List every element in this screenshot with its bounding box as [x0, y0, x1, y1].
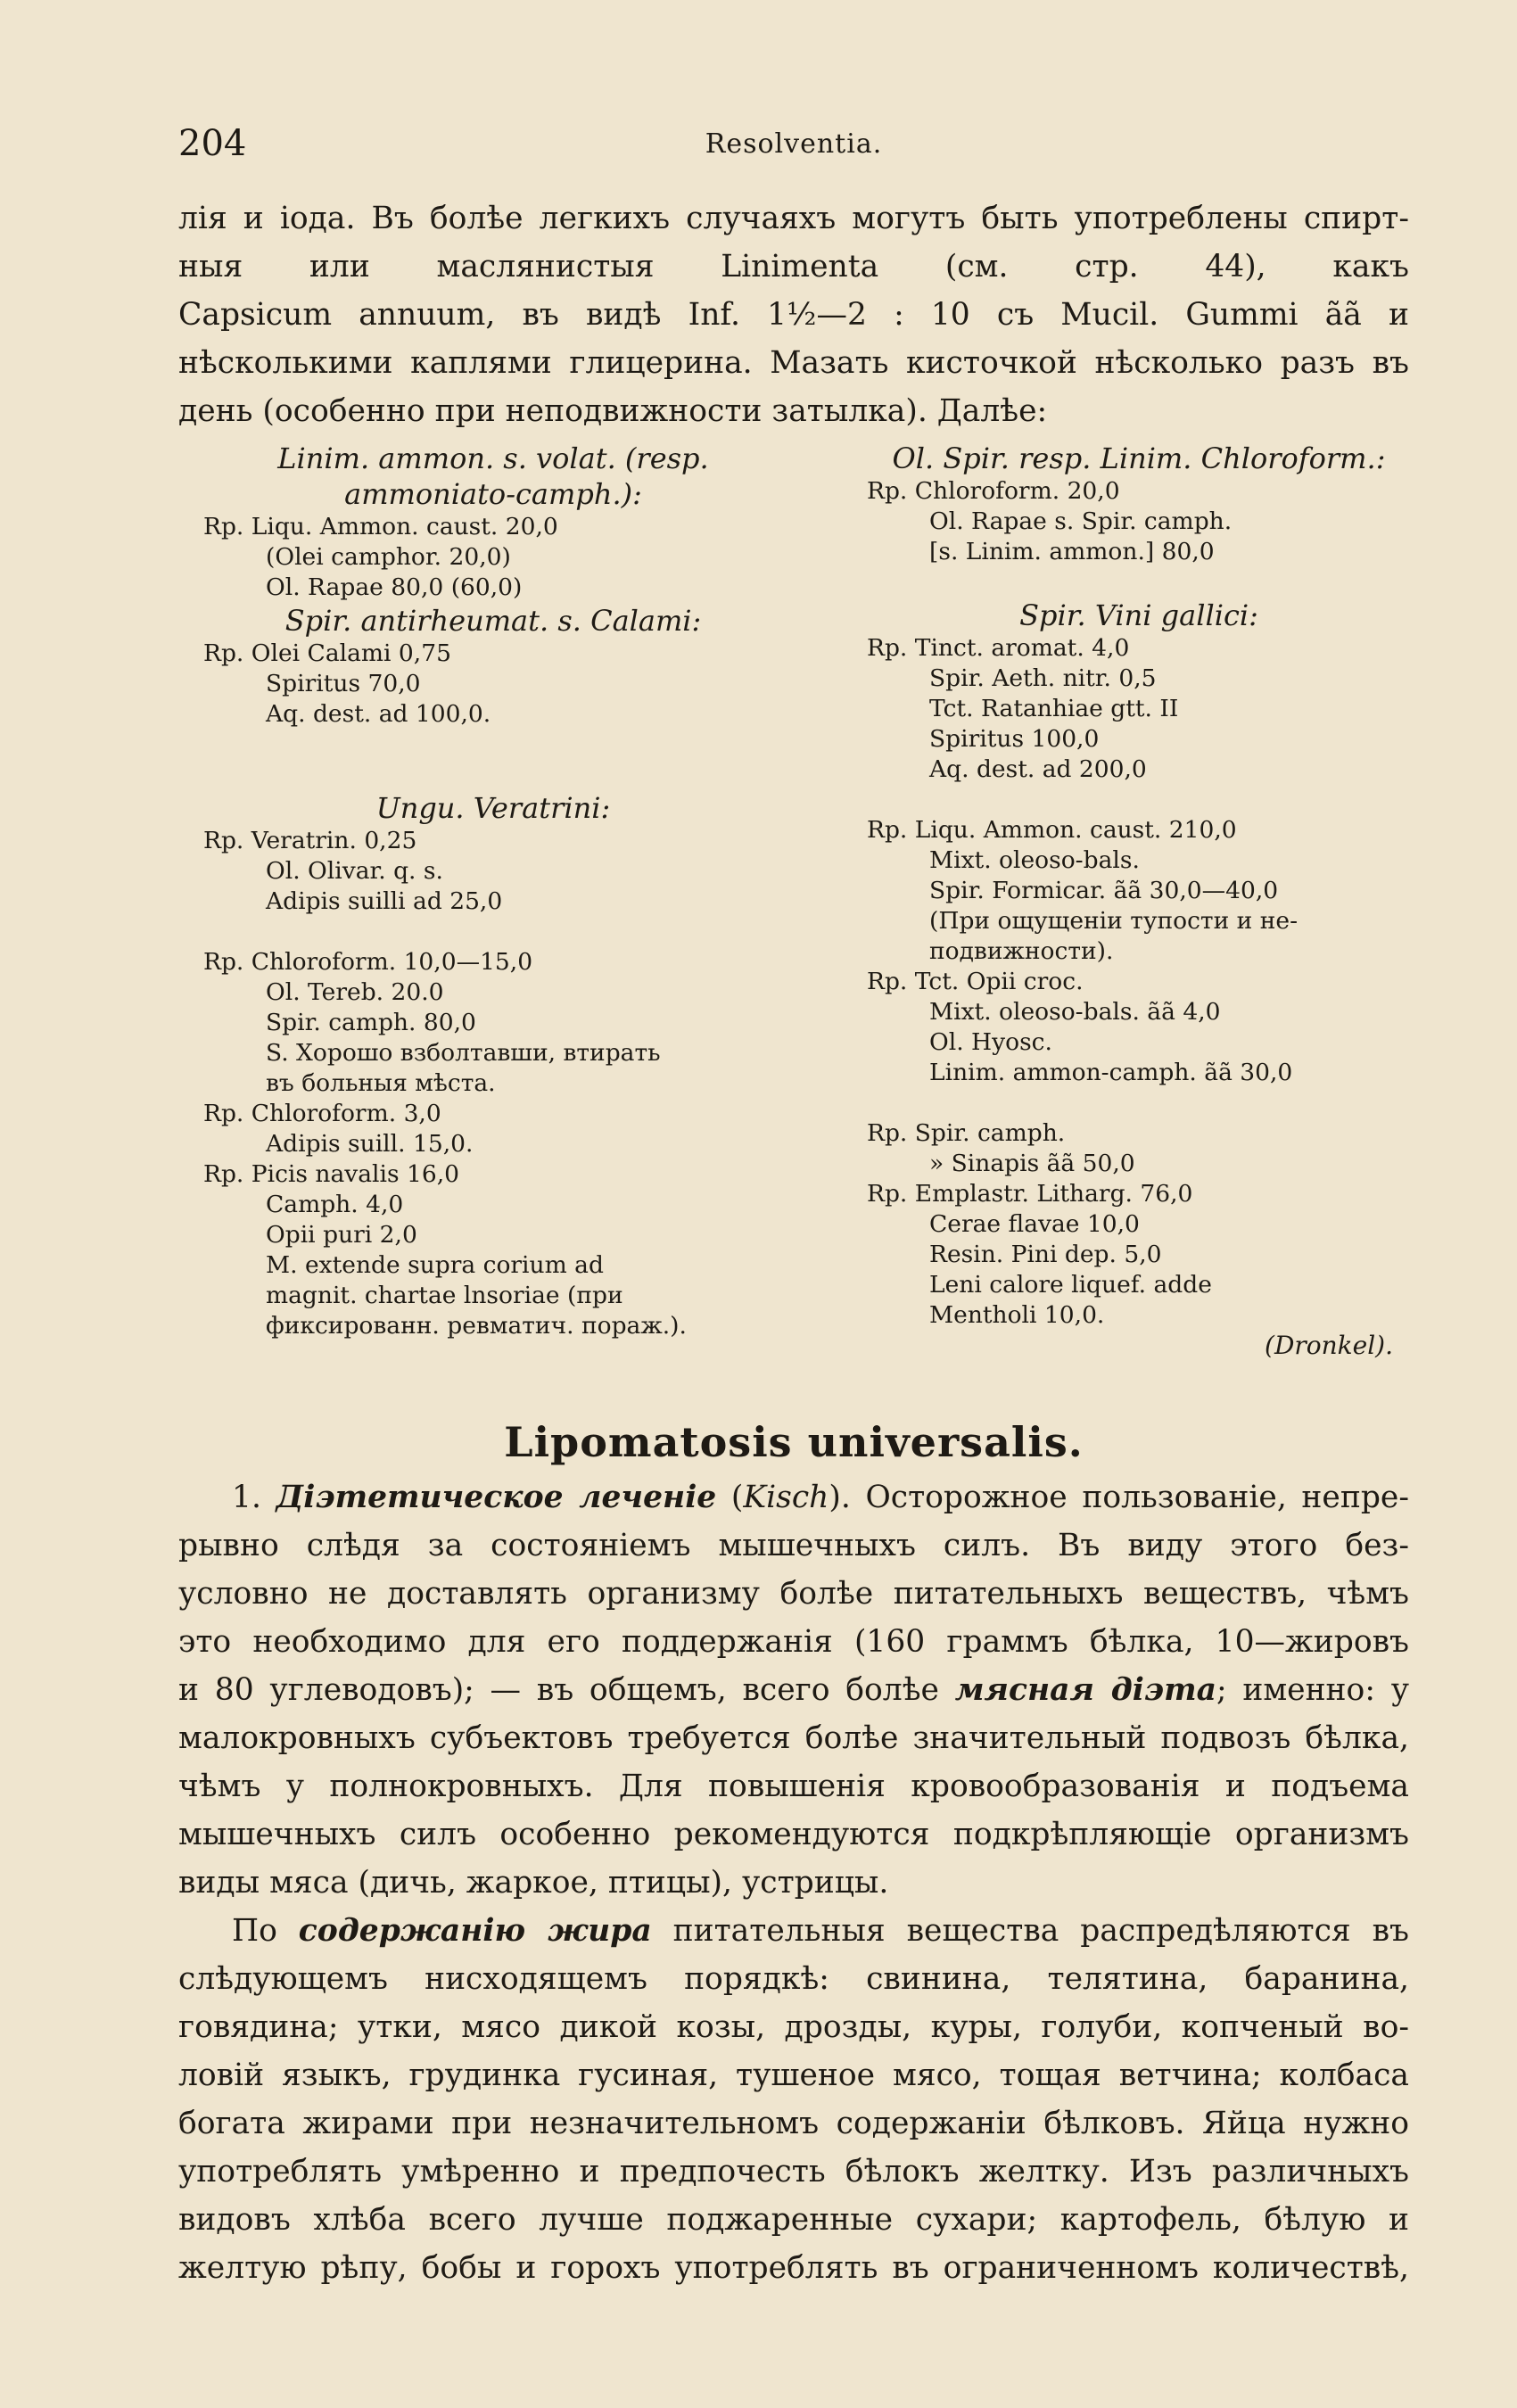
text-run: ; именно: у [1216, 1672, 1410, 1708]
prescription-line: Camph. 4,0 [266, 1191, 404, 1218]
text-run: 1. [232, 1480, 276, 1515]
spacer [867, 785, 1411, 815]
prescription-line: Ol. Olivar. q. s. [266, 857, 443, 885]
prescription-line: Spir. Formicar. ãã 30,0—40,0 [929, 877, 1279, 904]
prescription-line: Cerae flavae 10,0 [929, 1210, 1140, 1238]
prescription-line: Rp. Chloroform. 20,0 [867, 477, 1120, 505]
prescription-line: Rp. Spir. camph. [867, 1119, 1066, 1147]
intro-line: нѣсколькими каплями глицерина. Мазать кисточкой нѣсколько разъ въ [178, 345, 1409, 381]
section-title: Lipomatosis universalis. [504, 1418, 1084, 1466]
text-run: видовъ хлѣба всего лучше поджаренные сухари; картофель, бѣлую и [178, 2202, 1409, 2238]
text-run: По [232, 1913, 299, 1949]
text-run: богата жирами при незначительномъ содержаніи бѣлковъ. Яйца нужно [178, 2106, 1409, 2141]
section-line [178, 1618, 1409, 1666]
section-line [178, 2196, 1409, 2244]
prescription-line: [s. Linim. ammon.] 80,0 [929, 538, 1215, 565]
intro-line: Capsicum annuum, въ видѣ Inf. 1½—2 : 10 съ Mucil. Gummi ãã и [178, 297, 1409, 333]
emphasis-run: мясная діэта [954, 1672, 1216, 1708]
prescription-heading: Linim. ammon. s. volat. (resp. [277, 441, 709, 475]
intro-line: день (особенно при неподвижности затылка). Далѣе: [178, 393, 1048, 429]
prescription-line: Ol. Rapae s. Spir. camph. [929, 507, 1233, 535]
prescription-line: Linim. ammon-camph. ãã 30,0 [929, 1059, 1293, 1086]
prescription-line: Rp. Chloroform. 3,0 [203, 1100, 441, 1127]
text-run: питательныя вещества распредѣляются въ [651, 1913, 1409, 1949]
text-run: ( [716, 1480, 744, 1515]
text-run: условно не доставлять организму болѣе питательныхъ веществъ, чѣмъ [178, 1576, 1409, 1612]
running-head [178, 123, 1409, 162]
text-run: виды мяса (дичь, жаркое, птицы), устрицы. [178, 1865, 889, 1901]
section-line [178, 1714, 1409, 1762]
text-run: чѣмъ у полнокровныхъ. Для повышенія кровообразованія и подъема [178, 1769, 1409, 1804]
text-run: ловій языкъ, грудинка гусиная, тушеное мясо, тощая ветчина; колбаса [178, 2058, 1409, 2093]
intro-line: ныя или маслянистыя Linimenta (см. стр. 44), какъ [178, 249, 1409, 285]
prescription-heading: Spir. antirheumat. s. Calami: [284, 604, 702, 638]
emphasis-run: Kisch [743, 1480, 829, 1515]
prescription-line: Resin. Pini dep. 5,0 [929, 1241, 1162, 1268]
prescription-heading: Ol. Spir. resp. Linim. Chloroform.: [892, 441, 1386, 475]
prescription-line: Rp. Tinct. aromat. 4,0 [867, 634, 1130, 662]
section-body [178, 1473, 1409, 2292]
prescription-line: Adipis suill. 15,0. [266, 1130, 474, 1158]
section-line [178, 2244, 1409, 2292]
section-line [178, 2148, 1409, 2196]
prescription-line: Mixt. oleoso-bals. ãã 4,0 [929, 998, 1221, 1026]
spacer [203, 760, 783, 790]
prescription-line: Spir. camph. 80,0 [266, 1009, 476, 1036]
section-line [178, 1762, 1409, 1810]
section-line [178, 1521, 1409, 1570]
prescription-line: Rp. Chloroform. 10,0—15,0 [203, 948, 533, 976]
prescription-line: Rp. Liqu. Ammon. caust. 20,0 [203, 513, 558, 540]
prescription-line: S. Хорошо взболтавши, втирать [266, 1039, 661, 1067]
section-line [178, 2051, 1409, 2099]
prescription-line: подвижности). [929, 937, 1114, 965]
prescription-line: фиксированн. ревматич. пораж.). [266, 1312, 687, 1340]
text-run: желтую рѣпу, бобы и горохъ употреблять въ ограниченномъ количествѣ, [178, 2250, 1409, 2286]
prescription-line: Rp. Olei Calami 0,75 [203, 639, 451, 667]
spacer [203, 917, 783, 947]
prescription-line: Mixt. oleoso-bals. [929, 846, 1140, 874]
prescription-heading: Spir. Vini gallici: [1019, 598, 1258, 632]
prescription-heading: ammoniato-camph.): [344, 477, 642, 511]
prescription-line: Aq. dest. ad 100,0. [266, 700, 491, 728]
prescriptions-left-column [203, 441, 783, 1341]
prescription-line: Ol. Tereb. 20.0 [266, 978, 444, 1006]
emphasis-run: содержанію жира [298, 1913, 652, 1949]
page-number: 204 [178, 123, 247, 164]
prescription-line: M. extende supra corium ad [266, 1251, 604, 1279]
prescription-line: Rp. Emplastr. Litharg. 76,0 [867, 1180, 1193, 1208]
section-line [178, 1907, 1409, 1955]
text-run: ). Осторожное пользованіе, непре- [829, 1480, 1409, 1515]
section-line [178, 1570, 1409, 1618]
intro-line: лія и іода. Въ болѣе легкихъ случаяхъ могутъ быть употреблены спирт- [178, 201, 1409, 236]
text-run: это необходимо для его поддержанія (160 граммъ бѣлка, 10—жировъ [178, 1624, 1409, 1660]
text-run: и 80 углеводовъ); — въ общемъ, всего болѣе [178, 1672, 955, 1708]
prescription-line: (При ощущеніи тупости и не- [929, 907, 1299, 935]
section-line [178, 1955, 1409, 2003]
spacer [867, 1088, 1411, 1118]
section-line [178, 1666, 1409, 1714]
text-run: малокровныхъ субъектовъ требуется болѣе значительный подвозъ бѣлка, [178, 1720, 1409, 1756]
running-title: Resolventia. [705, 128, 883, 160]
text-run: рывно слѣдя за состояніемъ мышечныхъ силъ. Въ виду этого без- [178, 1528, 1409, 1563]
spacer [203, 730, 783, 760]
prescription-author: (Dronkel). [1265, 1331, 1393, 1360]
section-line [178, 2003, 1409, 2051]
prescription-line: Ol. Hyosc. [929, 1028, 1052, 1056]
prescription-line: въ больныя мѣста. [266, 1069, 496, 1097]
prescription-line: Rp. Liqu. Ammon. caust. 210,0 [867, 816, 1237, 844]
prescription-line: Spir. Aeth. nitr. 0,5 [929, 664, 1157, 692]
prescriptions-right-column [867, 441, 1411, 1361]
text-run: мышечныхъ силъ особенно рекомендуются подкрѣпляющіе организмъ [178, 1817, 1409, 1852]
prescription-line: Rp. Veratrin. 0,25 [203, 827, 417, 854]
prescription-line: Opii puri 2,0 [266, 1221, 417, 1249]
prescription-line: Aq. dest. ad 200,0 [929, 755, 1147, 783]
prescription-line: » Sinapis ãã 50,0 [929, 1150, 1135, 1177]
prescription-line: Tct. Ratanhiae gtt. II [929, 695, 1179, 722]
text-run: употреблять умѣренно и предпочесть бѣлокъ желтку. Изъ различныхъ [178, 2154, 1409, 2189]
prescription-line: Spiritus 70,0 [266, 670, 421, 697]
emphasis-run: Діэтетическое леченіе [276, 1480, 717, 1515]
spacer [867, 567, 1411, 598]
section-line [178, 1859, 1409, 1907]
prescription-line: magnit. chartae lnsoriae (при [266, 1282, 623, 1309]
prescription-line: Ol. Rapae 80,0 (60,0) [266, 573, 523, 601]
prescription-line: Mentholi 10,0. [929, 1301, 1105, 1329]
prescription-line: Rp. Tct. Opii croc. [867, 968, 1084, 995]
section-line [178, 1473, 1409, 1521]
prescription-heading: Ungu. Veratrini: [375, 791, 611, 825]
text-run: слѣдующемъ нисходящемъ порядкѣ: свинина, телятина, баранина, [178, 1961, 1409, 1997]
section-line [178, 2099, 1409, 2148]
prescription-line: Rp. Picis navalis 16,0 [203, 1160, 460, 1188]
text-run: говядина; утки, мясо дикой козы, дрозды, куры, голуби, копченый во- [178, 2009, 1409, 2045]
intro-paragraph [178, 194, 1409, 435]
prescription-line: (Olei camphor. 20,0) [266, 543, 511, 571]
prescription-line: Leni calore liquef. adde [929, 1271, 1212, 1299]
prescription-line: Spiritus 100,0 [929, 725, 1100, 753]
prescription-line: Adipis suilli ad 25,0 [266, 887, 503, 915]
section-line [178, 1810, 1409, 1859]
